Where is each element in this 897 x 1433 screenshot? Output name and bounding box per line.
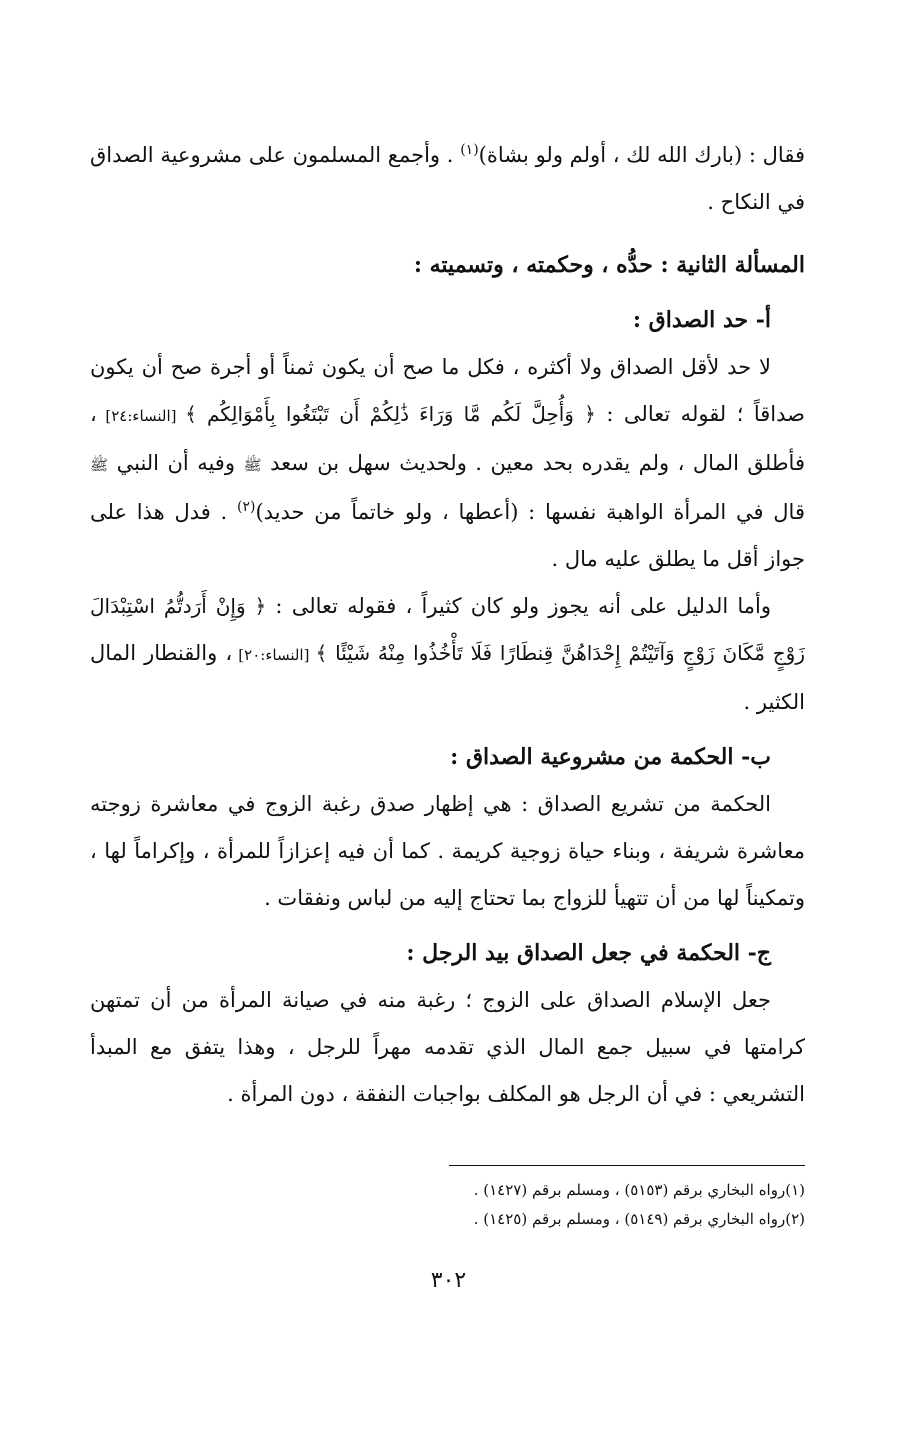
page-body [90, 132, 805, 1118]
verse-reference-1: [النساء:٢٤] [96, 407, 186, 425]
quran-verse-1: ﴿ وَأُحِلَّ لَكُم مَّا وَرَاءَ ذَٰلِكُمْ أَن تَبْتَغُوا بِأَمْوَالِكُم ﴾ [185, 402, 596, 426]
part-b-paragraph: الحكمة من تشريع الصداق : هي إظهار صدق رغبة الزوج في معاشرة زوجته معاشرة شريفة ، وبناء حياة زوجية كريمة . كما أن فيه إعزازاً للمرأة ، وإكراماً لها ، وتمكيناً لها من أن تتهيأ للزواج بما تحتاج إليه من لباس ونفقات . [90, 792, 805, 910]
footnote-marker-2[interactable]: (٢) [237, 499, 256, 515]
part-a-text-2: ، فأطلق المال ، ولم يقدره بحد معين . ولحديث سهل بن سعد [90, 402, 805, 475]
part-a-text-3: وفيه أن النبي [108, 451, 244, 475]
footnote-divider [449, 1165, 805, 1166]
page-number: ٣٠٢ [430, 1268, 467, 1293]
part-a-text-7: ، والقنطار المال الكثير . [90, 641, 805, 714]
part-a-text-4: قال في المرأة الواهبة نفسها : (أعطها ، ولو خاتماً من حديد) [255, 500, 805, 524]
part-b-heading: ب- الحكمة من مشروعية الصداق : [450, 744, 771, 770]
verse-reference-2: [النساء:٢٠] [232, 646, 316, 664]
intro-text-continued: . وأجمع المسلمون على مشروعية الصداق في النكاح . [90, 143, 805, 214]
footnote-marker-1[interactable]: (١) [460, 142, 479, 158]
intro-text: فقال : (بارك الله لك ، أولم ولو بشاة) [478, 143, 805, 167]
part-a-text-1: لا حد لأقل الصداق ولا أكثره ، فكل ما صح أن يكون ثمناً أو أجرة صح أن يكون صداقاً ؛ لقوله تعالى : [90, 355, 805, 426]
footnotes [305, 1176, 805, 1234]
part-a-heading: أ- حد الصداق : [632, 307, 771, 333]
intro-paragraph [90, 132, 805, 226]
part-c-heading: ج- الحكمة في جعل الصداق بيد الرجل : [406, 940, 771, 966]
part-a-paragraph-1 [90, 344, 805, 583]
footnote-2: (٢)رواه البخاري برقم (٥١٤٩) ، ومسلم برقم (١٤٢٥) . [473, 1210, 805, 1228]
footnote-1: (١)رواه البخاري برقم (٥١٥٣) ، ومسلم برقم (١٤٢٧) . [473, 1181, 805, 1199]
part-c-paragraph: جعل الإسلام الصداق على الزوج ؛ رغبة منه في صيانة المرأة من أن تمتهن كرامتها في سبيل جمع المال الذي تقدمه مهراً للرجل ، وهذا يتفق مع المبدأ التشريعي : في أن الرجل هو المكلف بواجبات النفقة ، دون المرأة . [90, 988, 805, 1106]
section-heading: المسألة الثانية : حدُّه ، وحكمته ، وتسميته : [413, 252, 805, 278]
prophet-glyph: ﷺ [90, 456, 109, 474]
part-a-text-6: وأما الدليل على أنه يجوز ولو كان كثيراً ، فقوله تعالى : [266, 594, 772, 618]
honorific-glyph: ﷺ [243, 456, 262, 474]
quran-verse-2: ﴿ وَإِنْ أَرَدتُّمُ اسْتِبْدَالَ زَوْجٍ مَّكَانَ زَوْجٍ وَآتَيْتُمْ إِحْدَاهُنَّ قِنطَارًا فَلَا تَأْخُذُوا مِنْهُ شَيْئًا ﴾ [90, 594, 805, 665]
part-a-paragraph-2 [90, 583, 805, 726]
part-a-text-5: . فدل هذا على جواز أقل ما يطلق عليه مال . [90, 500, 805, 571]
